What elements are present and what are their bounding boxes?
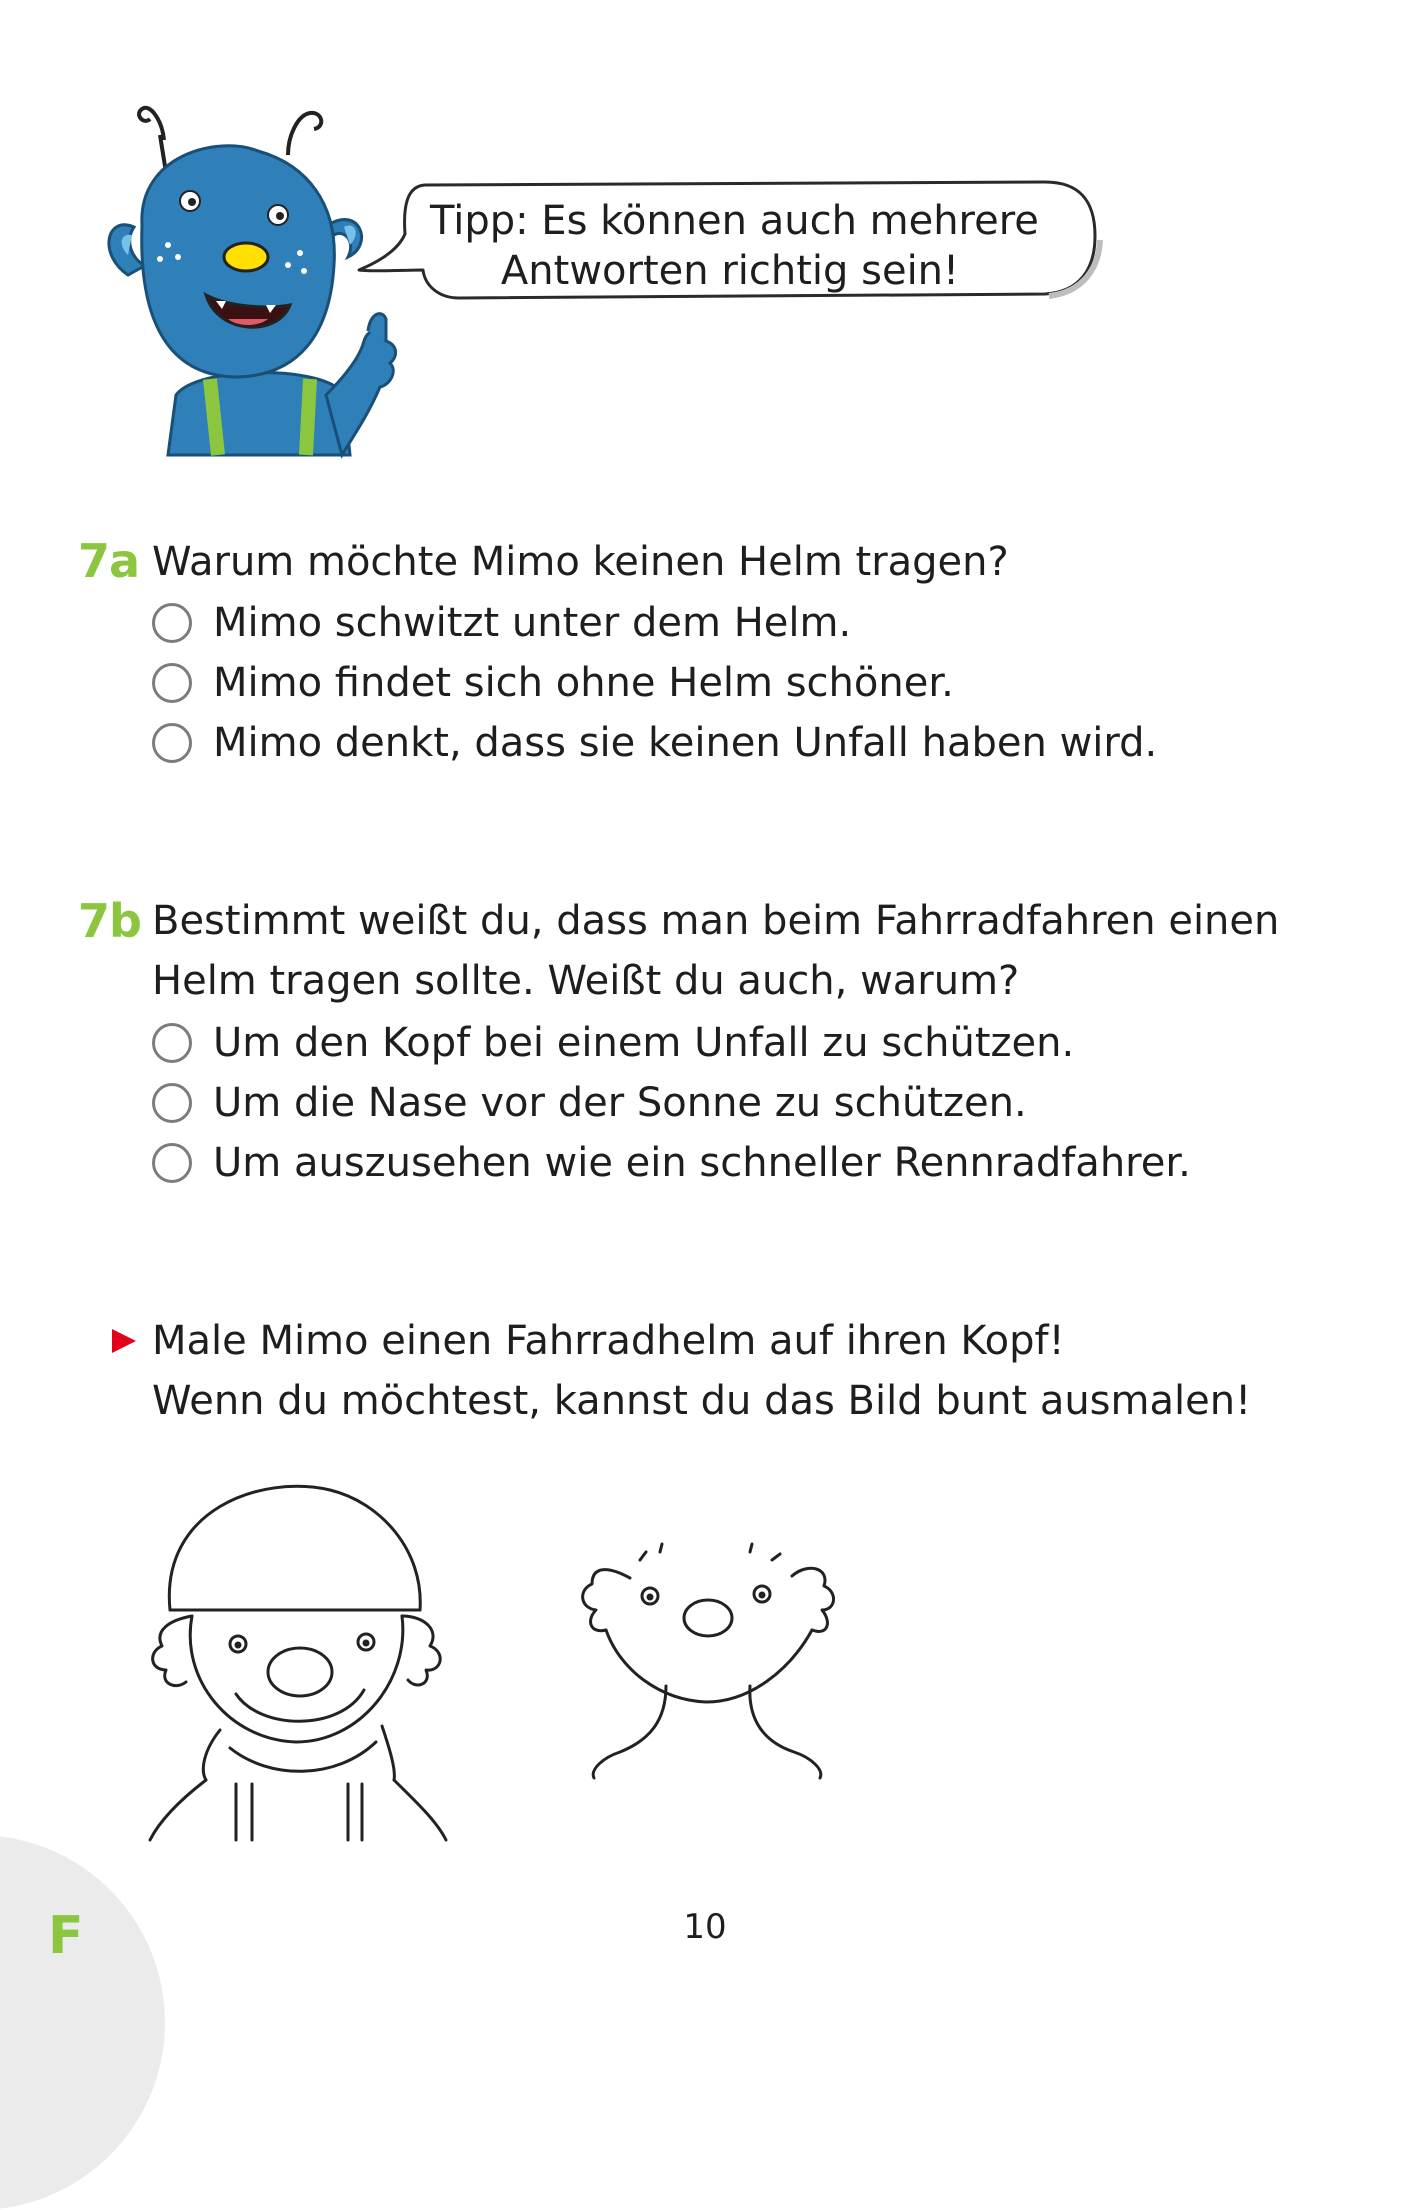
radio-circle-icon[interactable] (152, 723, 192, 763)
option-label: Mimo schwitzt unter dem Helm. (213, 600, 852, 646)
figure-with-helmet (150, 1486, 446, 1840)
task-7a-option-1[interactable] (152, 593, 851, 653)
option-label: Um den Kopf bei einem Unfall zu schützen. (213, 1020, 1075, 1066)
task-7a-question (152, 532, 1009, 592)
option-label: Mimo denkt, dass sie keinen Unfall haben wird. (213, 720, 1158, 766)
option-label: Um auszusehen wie ein schneller Rennradfahrer. (213, 1140, 1191, 1186)
radio-circle-icon[interactable] (152, 663, 192, 703)
task-7b-question-line-2: Helm tragen sollte. Weißt du auch, warum? (152, 958, 1020, 1004)
instruction-line-1: Male Mimo einen Fahrradhelm auf ihren Kopf! (152, 1318, 1065, 1364)
task-7a-option-3[interactable] (152, 713, 1157, 773)
task-7b-option-3[interactable] (152, 1133, 1191, 1193)
drawing-instruction (152, 1311, 1251, 1431)
instruction-line-2: Wenn du möchtest, kannst du das Bild bunt ausmalen! (152, 1378, 1252, 1424)
coloring-drawings (140, 1480, 860, 1850)
task-7a-question-text: Warum möchte Mimo keinen Helm tragen? (152, 539, 1009, 585)
task-7b-number: 7b (78, 894, 141, 948)
tip-line-1: Tipp: Es können auch mehrere (430, 198, 1039, 244)
task-7a-option-2[interactable] (152, 653, 954, 713)
task-7b-option-2[interactable] (152, 1073, 1027, 1133)
page-number: 10 (683, 1907, 727, 1947)
figure-without-helmet (583, 1544, 834, 1778)
task-7b-question-line-1: Bestimmt weißt du, dass man beim Fahrradfahren einen (152, 898, 1280, 944)
tip-line-2: Antworten richtig sein! (500, 248, 960, 294)
option-label: Mimo findet sich ohne Helm schöner. (213, 660, 954, 706)
section-letter: F (48, 1906, 84, 1966)
tip-text (430, 196, 1039, 296)
radio-circle-icon[interactable] (152, 1143, 192, 1183)
red-arrow-icon (112, 1329, 136, 1353)
radio-circle-icon[interactable] (152, 1083, 192, 1123)
radio-circle-icon[interactable] (152, 603, 192, 643)
task-7a-number: 7a (78, 534, 140, 588)
task-7b-option-1[interactable] (152, 1013, 1074, 1073)
corner-tab (0, 1835, 165, 2210)
option-label: Um die Nase vor der Sonne zu schützen. (213, 1080, 1027, 1126)
task-7b-question (152, 891, 1279, 1011)
radio-circle-icon[interactable] (152, 1023, 192, 1063)
